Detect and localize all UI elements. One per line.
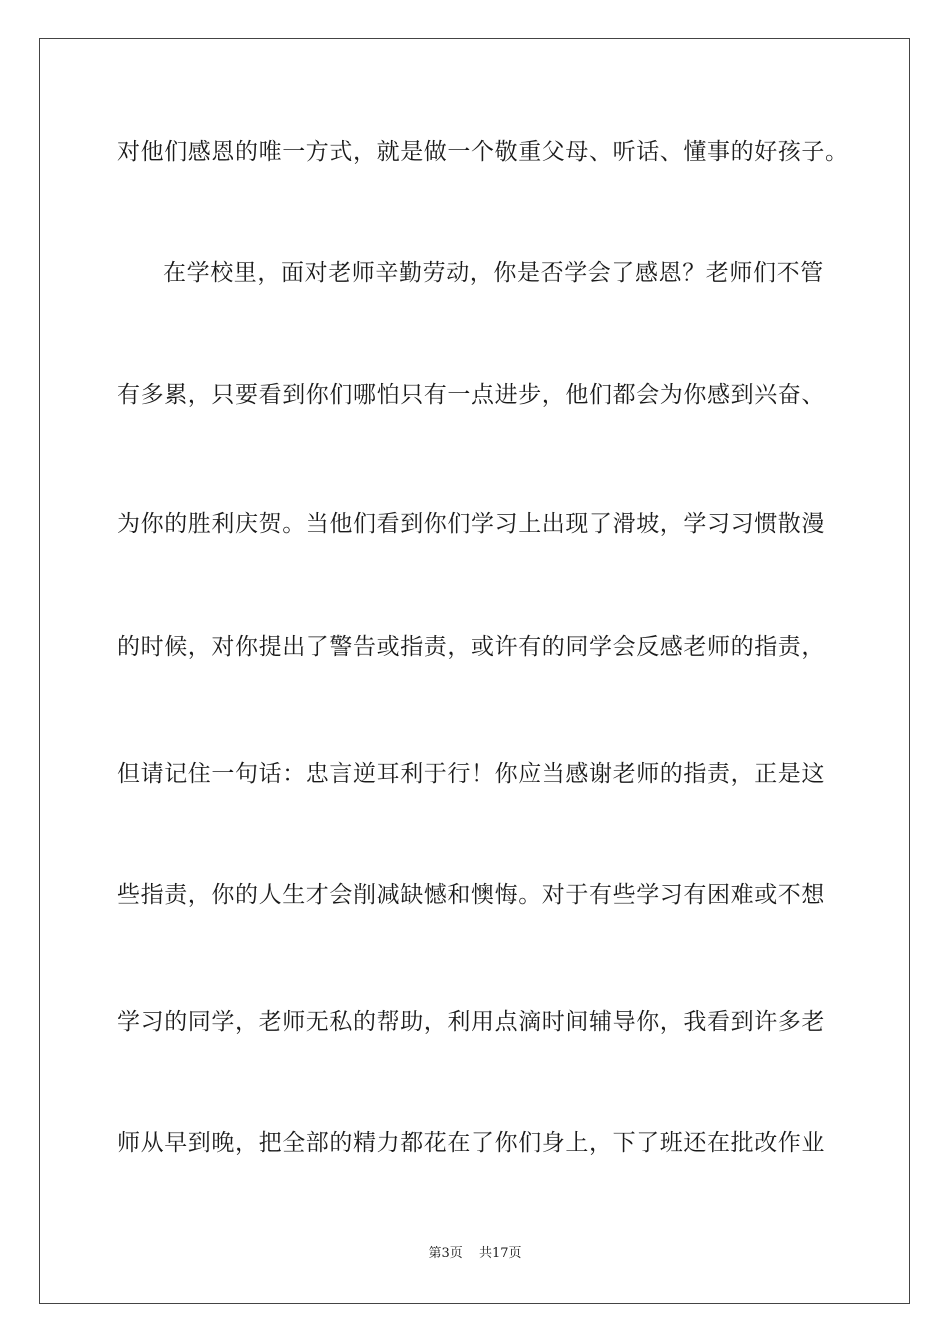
- page-border: [39, 38, 910, 1304]
- paragraph-line: 学习的同学，老师无私的帮助，利用点滴时间辅导你，我看到许多老: [117, 1009, 825, 1035]
- paragraph-line: 为你的胜利庆贺。当他们看到你们学习上出现了滑坡，学习习惯散漫: [117, 511, 825, 537]
- page-footer: [0, 1246, 950, 1262]
- paragraph-line: 在学校里，面对老师辛勤劳动，你是否学会了感恩？老师们不管: [163, 260, 824, 286]
- paragraph-line: 的时候，对你提出了警告或指责，或许有的同学会反感老师的指责，: [117, 634, 825, 660]
- page-number: 第3页: [428, 1246, 463, 1261]
- paragraph-line: 师从早到晚，把全部的精力都花在了你们身上，下了班还在批改作业: [117, 1130, 825, 1156]
- paragraph-line: 些指责，你的人生才会削减缺憾和懊悔。对于有些学习有困难或不想: [117, 882, 825, 908]
- paragraph-line: 对他们感恩的唯一方式，就是做一个敬重父母、听话、懂事的好孩子。: [117, 139, 849, 165]
- paragraph-line: 有多累，只要看到你们哪怕只有一点进步，他们都会为你感到兴奋、: [117, 382, 825, 408]
- paragraph-line: 但请记住一句话：忠言逆耳利于行！你应当感谢老师的指责，正是这: [117, 761, 825, 787]
- page-total: 共17页: [478, 1246, 522, 1261]
